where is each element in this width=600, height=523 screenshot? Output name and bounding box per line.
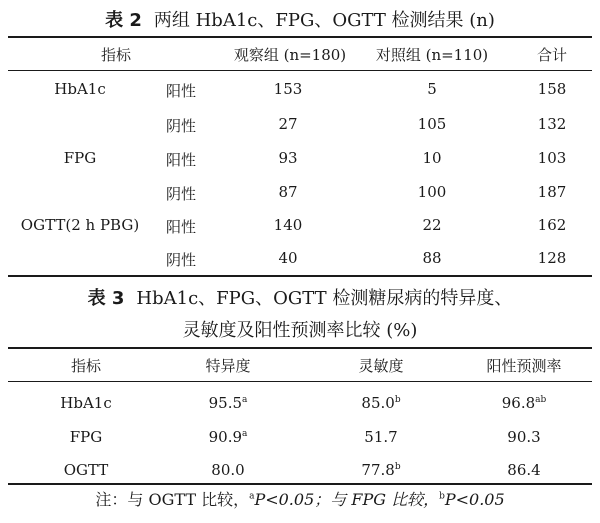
table3-header-indicator: 指标 [70,357,102,375]
table2-header-rule [8,70,592,71]
table3-header-sensitivity: 灵敏度 [358,357,404,375]
table3-row-sensitivity: 77.8$^b$ [361,461,401,479]
table2-row-result: 阳性 [165,82,197,100]
table2-row-observation: 27 [278,115,298,133]
significance-mark: a [242,395,248,405]
table2-header-indicator: 指标 [100,46,132,64]
table3-row-ppv: 86.4 [507,461,541,479]
table2-row-indicator: OGTT(2 h PBG) [20,216,140,234]
table3-title-line2: 灵敏度及阳性预测率比较 (%) [182,320,418,341]
table2-row-result: 阴性 [165,251,197,269]
table2-row-observation: 87 [278,183,298,201]
table2-row-control: 88 [422,249,442,267]
table2-bottom-rule [8,275,592,277]
table2-top-rule [8,36,592,38]
significance-mark: b [394,395,401,405]
table3-header-ppv: 阳性预测率 [486,357,562,375]
table3-caption-line1 [0,284,600,310]
table2-row-total: 158 [537,80,567,98]
table2-row-control: 100 [417,183,447,201]
table2-row-observation: 40 [278,249,298,267]
table2-row-total: 187 [537,183,567,201]
table2-row-indicator: HbA1c [54,80,106,98]
table3-footnote: 注：与 OGTT 比较，$^a$P<0.05；与 FPG 比较，$^b$P<0.05 [95,490,505,509]
table3-bottom-rule [8,483,592,485]
table3-header-specificity: 特异度 [205,357,251,375]
table2-caption [0,6,600,32]
table2-row-control: 22 [422,216,442,234]
table3-row-specificity: 80.0 [211,461,245,479]
significance-mark: b [394,462,401,472]
table3-row-indicator: FPG [69,428,103,446]
table2-number: 表 2 [105,10,142,31]
table3-title-line1: HbA1c、FPG、OGTT 检测糖尿病的特异度、 [136,288,513,309]
table2-header-total: 合计 [536,46,568,64]
table2-row-result: 阳性 [165,151,197,169]
table2-title: 两组 HbA1c、FPG、OGTT 检测结果 (n) [153,10,495,31]
table2-row-control: 105 [417,115,447,133]
table2-row-total: 128 [537,249,567,267]
table2-row-indicator: FPG [63,149,97,167]
table3-row-sensitivity: 85.0$^b$ [361,394,401,412]
table3-header-rule [8,381,592,382]
table2-row-total: 132 [537,115,567,133]
significance-mark: ab [535,395,547,405]
table2-row-observation: 140 [273,216,303,234]
table2-row-control: 10 [422,149,442,167]
table2-header-observation: 观察组 (n=180) [233,46,347,64]
significance-mark: a [242,429,248,439]
table2-row-result: 阴性 [165,185,197,203]
table3-caption-line2 [0,316,600,342]
table2-header-control: 对照组 (n=110) [375,46,489,64]
table3-row-ppv: 90.3 [507,428,541,446]
table2-row-result: 阴性 [165,117,197,135]
table2-row-control: 5 [427,80,437,98]
table3-row-ppv: 96.8$^{ab}$ [501,394,547,412]
table3-row-indicator: HbA1c [60,394,112,412]
table2-row-observation: 93 [278,149,298,167]
table2-row-result: 阳性 [165,218,197,236]
table2-row-total: 103 [537,149,567,167]
table2-row-observation: 153 [273,80,303,98]
table3-row-specificity: 95.5$^a$ [208,394,248,412]
table3-row-specificity: 90.9$^a$ [208,428,248,446]
table3-top-rule [8,347,592,349]
table3-row-sensitivity: 51.7 [364,428,398,446]
table3-number: 表 3 [87,288,125,309]
table3-row-indicator: OGTT [63,461,109,479]
table2-row-total: 162 [537,216,567,234]
